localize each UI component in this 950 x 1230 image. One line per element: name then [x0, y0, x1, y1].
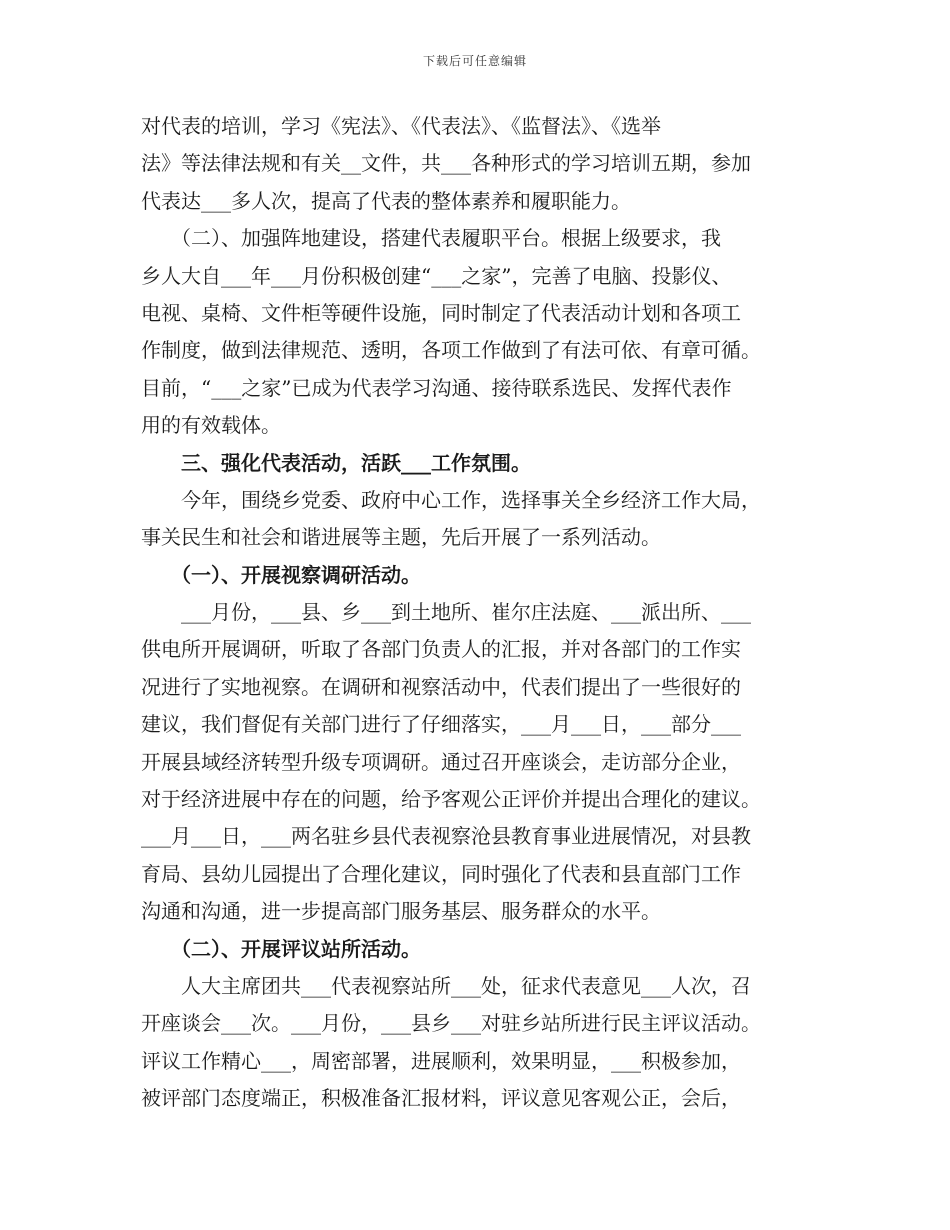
text-line: 况进行了实地视察。在调研和视察活动中，代表们提出了一些很好的: [141, 674, 741, 699]
subsection-heading: （二）、开展评议站所活动。: [141, 936, 421, 961]
text-line: 人大主席团共___代表视察站所___处，征求代表意见___人次，召: [141, 973, 751, 998]
text-line: 今年，围绕乡党委、政府中心工作，选择事关全乡经济工作大局，: [141, 487, 761, 512]
text-line: 电视、桌椅、文件柜等硬件设施，同时制定了代表活动计划和各项工: [141, 300, 741, 325]
text-line: 对于经济进展中存在的问题，给予客观公正评价并提出合理化的建议。: [141, 787, 761, 812]
text-line: 法》等法律法规和有关__文件，共___各种形式的学习培训五期，参加: [141, 151, 751, 176]
document-body: [141, 108, 811, 1118]
text-line: 开展县域经济转型升级专项调研。通过召开座谈会，走访部分企业，: [141, 749, 741, 774]
text-line: 沟通和沟通，进一步提高部门服务基层、服务群众的水平。: [141, 899, 661, 924]
text-line: 评议工作精心___，周密部署，进展顺利，效果明显，___积极参加，: [141, 1048, 741, 1073]
section-heading: 三、强化代表活动，活跃___工作氛围。: [141, 450, 531, 475]
text-line: 目前，“___之家”已成为代表学习沟通、接待联系选民、发挥代表作: [141, 375, 732, 400]
subsection-heading: （一）、开展视察调研活动。: [141, 562, 421, 587]
text-line: 建议，我们督促有关部门进行了仔细落实，___月___日，___部分___: [141, 712, 741, 737]
text-line: 代表达___多人次，提高了代表的整体素养和履职能力。: [141, 188, 631, 213]
text-line: 对代表的培训，学习《宪法》、《代表法》、《监督法》、《选举: [141, 114, 661, 138]
text-line: 供电所开展调研，听取了各部门负责人的汇报，并对各部门的工作实: [141, 637, 741, 662]
text-line: ___月___日，___两名驻乡县代表视察沧县教育事业进展情况，对县教: [141, 824, 751, 849]
text-line: ___月份，___县、乡___到土地所、崔尔庄法庭、___派出所、___: [141, 600, 751, 625]
text-line: 事关民生和社会和谐进展等主题，先后开展了一系列活动。: [141, 525, 661, 550]
section-heading-line: （二）、加强阵地建设，搭建代表履职平台。根据上级要求，我: [141, 226, 721, 251]
text-line: 开座谈会___次。___月份，___县乡___对驻乡站所进行民主评议活动。: [141, 1011, 761, 1036]
text-line: 作制度，做到法律规范、透明，各项工作做到了有法可依、有章可循。: [141, 338, 761, 363]
text-line: 被评部门态度端正，积极准备汇报材料，评议意见客观公正，会后，: [141, 1086, 741, 1111]
text-line: 用的有效载体。: [141, 413, 281, 438]
text-line: 乡人大自___年___月份积极创建“___之家”，完善了电脑、投影仪、: [141, 263, 732, 288]
text-line: 育局、县幼儿园提出了合理化建议，同时强化了代表和县直部门工作: [141, 861, 741, 886]
page-header: 下载后可任意编辑: [422, 54, 527, 68]
